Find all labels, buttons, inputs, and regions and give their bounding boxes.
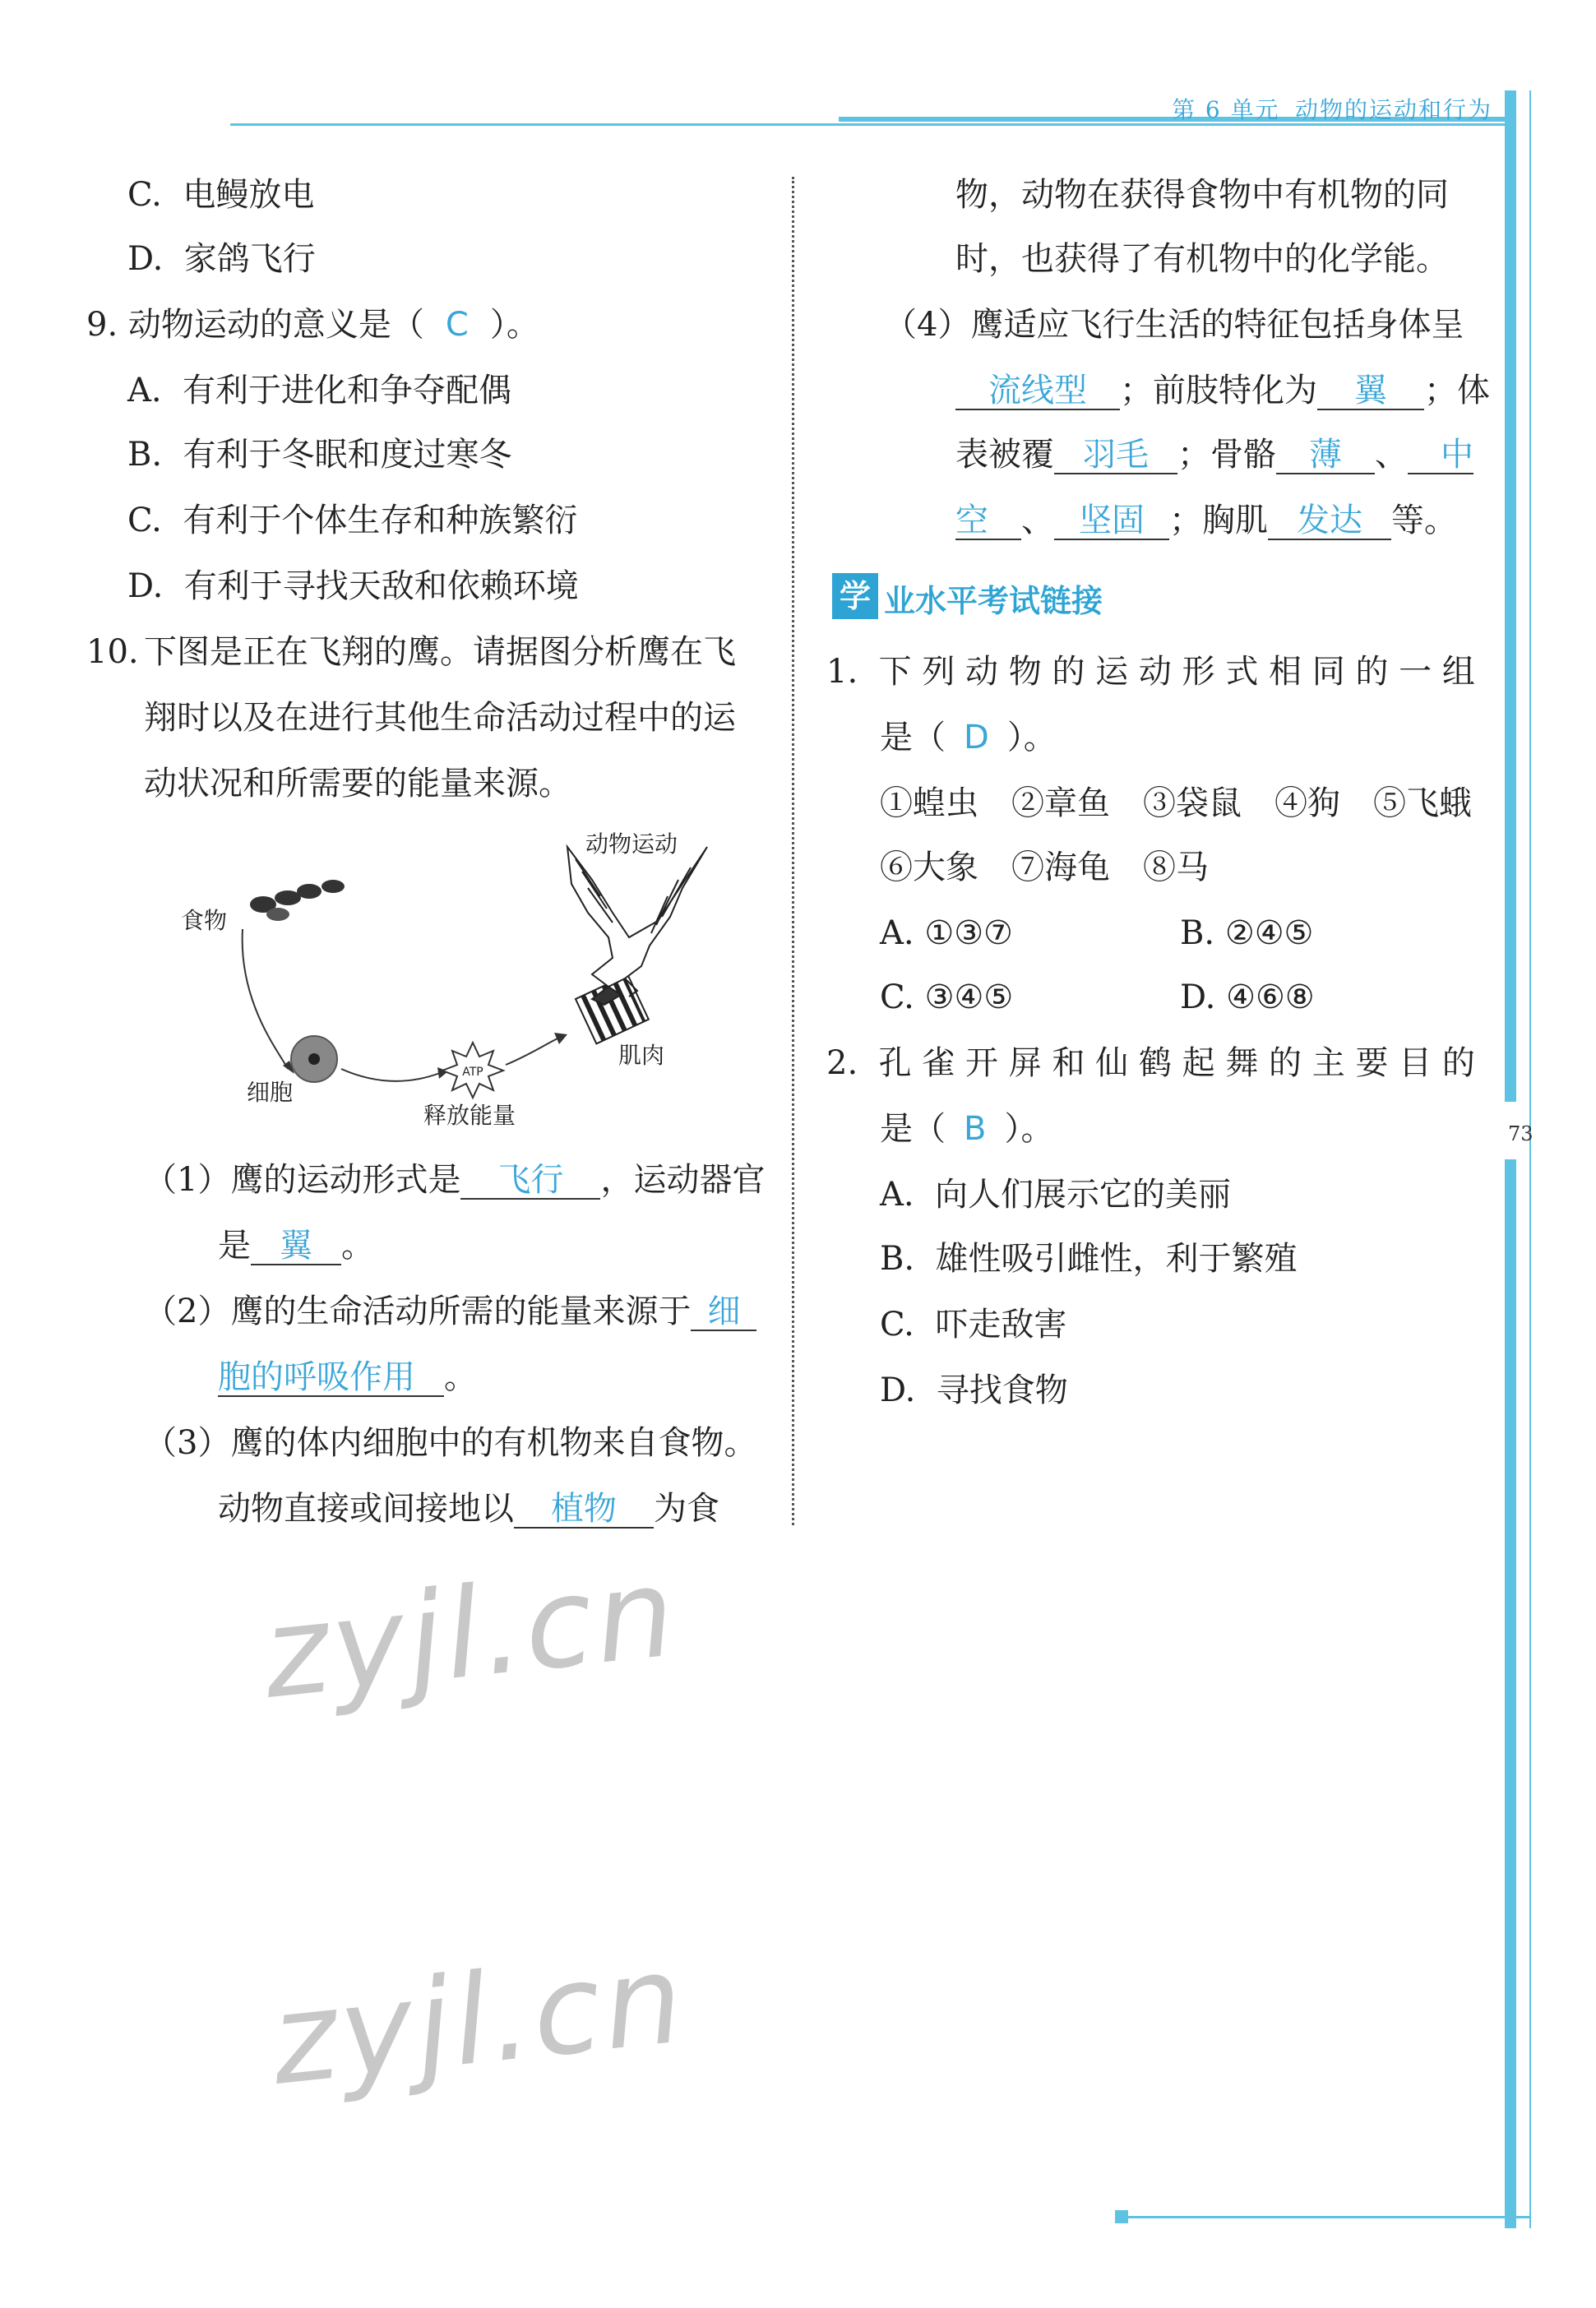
q10-sub4-answer-bone3: 坚固 <box>1054 502 1169 540</box>
e1-option-c: C. ③④⑤ <box>880 978 1014 1016</box>
arrow-cell-to-atp <box>341 1069 440 1081</box>
figure-label-energy: 释放能量 <box>423 1102 516 1129</box>
section-title: 业水平考试链接 <box>884 583 1103 619</box>
e2-stem-line2: 是（ B ）。 <box>880 1110 1054 1148</box>
e2-stem-line1: 2. 孔 雀 开 屏 和 仙 鹤 起 舞 的 主 要 目 的 <box>826 1044 1475 1082</box>
q10-sub4-line2: 流线型 ；前肢特化为 翼 ；体 <box>955 370 1490 411</box>
q10-cont-line1: 物，动物在获得食物中有机物的同 <box>955 176 1449 214</box>
q8-option-d: D. 家鸽飞行 <box>127 240 316 278</box>
q9-option-b: B. 有利于冬眠和度过寒冬 <box>127 436 512 474</box>
q10-sub4-answer-cover: 羽毛 <box>1054 437 1177 474</box>
q9-answer: C <box>445 306 469 344</box>
e1-stem-line2: 是（ D ）。 <box>880 719 1057 756</box>
q10-sub4-answer-shape: 流线型 <box>955 372 1120 410</box>
q9-stem: 9. 动物运动的意义是（ C ）。 <box>86 306 539 344</box>
figure-label-muscle: 肌肉 <box>618 1042 665 1069</box>
q10-sub4-line1: （4）鹰适应飞行生活的特征包括身体呈 <box>884 306 1464 344</box>
q10-sub4-answer-bone2a: 中 <box>1408 437 1473 474</box>
header-title: 动物的运动和行为 <box>1295 96 1493 123</box>
e2-option-b: B. 雄性吸引雌性，利于繁殖 <box>880 1240 1298 1278</box>
q10-stem-line-3: 动状况和所需要的能量来源。 <box>144 765 571 802</box>
arrow-atp-to-muscle <box>506 1038 559 1065</box>
q9-option-d: D. 有利于寻找天敌和依赖环境 <box>127 567 579 605</box>
footer-rule <box>1118 2216 1529 2218</box>
e1-animals-row2: ⑥大象 ⑦海龟 ⑧马 <box>880 849 1209 886</box>
arrow-food-to-cell <box>243 929 288 1069</box>
figure-label-movement: 动物运动 <box>585 830 678 858</box>
q10-stem-line-1: 下图是正在飞翔的鹰。请据图分析鹰在飞 <box>144 633 736 671</box>
e1-option-d: D. ④⑥⑧ <box>1180 978 1315 1016</box>
figure-label-cell: 细胞 <box>247 1079 294 1106</box>
q10-sub2-answer-part2: 胞的呼吸作用 <box>218 1359 444 1397</box>
header-unit: 第 6 单元 <box>1172 96 1280 123</box>
margin-thin-line <box>1529 90 1531 2228</box>
q10-sub3-line2: 动物直接或间接地以 植物 为食 <box>218 1490 719 1528</box>
eagle-icon <box>567 847 707 1005</box>
q10-sub2-line1: （2）鹰的生命活动所需的能量来源于 细 <box>144 1291 756 1332</box>
q10-sub1-line1: （1）鹰的运动形式是 飞行 ，运动器官 <box>144 1161 766 1199</box>
e1-option-b: B. ②④⑤ <box>1180 914 1314 952</box>
q10-sub3-answer: 植物 <box>514 1491 654 1529</box>
q10-sub4-line4: 空 、 坚固 ；胸肌 发达 等。 <box>955 502 1457 539</box>
q10-sub4-line3: 表被覆 羽毛 ；骨骼 薄 、 中 <box>955 436 1473 474</box>
e2-option-c: C. 吓走敌害 <box>880 1306 1067 1344</box>
e1-answer: D <box>964 719 989 756</box>
footer-square <box>1115 2210 1128 2223</box>
q10-stem-line-2: 翔时以及在进行其他生命活动过程中的运 <box>144 699 736 737</box>
margin-bar-top <box>1505 90 1516 1102</box>
q10-sub4-answer-bone2b: 空 <box>955 502 1021 540</box>
q10-sub4-answer-bone1: 薄 <box>1276 437 1375 474</box>
q10-sub4-answer-wing: 翼 <box>1317 372 1424 410</box>
q10-cont-line2: 时，也获得了有机物中的化学能。 <box>955 240 1449 278</box>
watermark-2: zyjl.cn <box>265 1927 692 2113</box>
q9-option-c: C. 有利于个体生存和种族繁衍 <box>127 502 578 539</box>
food-icon <box>250 880 345 921</box>
q10-number: 10. <box>86 633 139 671</box>
column-divider <box>792 177 794 1525</box>
q10-sub4-answer-muscle: 发达 <box>1268 502 1391 540</box>
q8-option-c: C. 电鳗放电 <box>127 176 315 214</box>
q10-sub3-line1: （3）鹰的体内细胞中的有机物来自食物。 <box>144 1424 757 1462</box>
q10-sub1-answer-2: 翼 <box>251 1228 341 1265</box>
e1-stem-line1: 1. 下 列 动 物 的 运 动 形 式 相 同 的 一 组 <box>826 653 1475 691</box>
e2-option-a: A. 向人们展示它的美丽 <box>880 1176 1232 1214</box>
q10-sub2-line2: 胞的呼吸作用 。 <box>218 1358 477 1396</box>
e2-answer: B <box>964 1110 987 1148</box>
page-number: 73 <box>1508 1122 1534 1145</box>
figure-label-food: 食物 <box>181 907 228 934</box>
watermark-1: zyjl.cn <box>257 1541 684 1727</box>
q10-sub2-answer-part1: 细 <box>691 1293 756 1331</box>
e1-animals-row1: ①蝗虫 ②章鱼 ③袋鼠 ④狗 ⑤飞蛾 <box>880 784 1472 822</box>
atp-label: ATP <box>462 1066 483 1079</box>
margin-bar-bottom <box>1505 1159 1516 2228</box>
q9-option-a: A. 有利于进化和争夺配偶 <box>127 372 512 409</box>
q10-sub1-line2: 是 翼 。 <box>218 1227 374 1265</box>
e1-option-a: A. ①③⑦ <box>880 914 1013 952</box>
q10-sub1-answer-1: 飞行 <box>460 1162 600 1200</box>
section-badge: 学 <box>832 573 878 619</box>
e2-option-d: D. 寻找食物 <box>880 1371 1068 1409</box>
